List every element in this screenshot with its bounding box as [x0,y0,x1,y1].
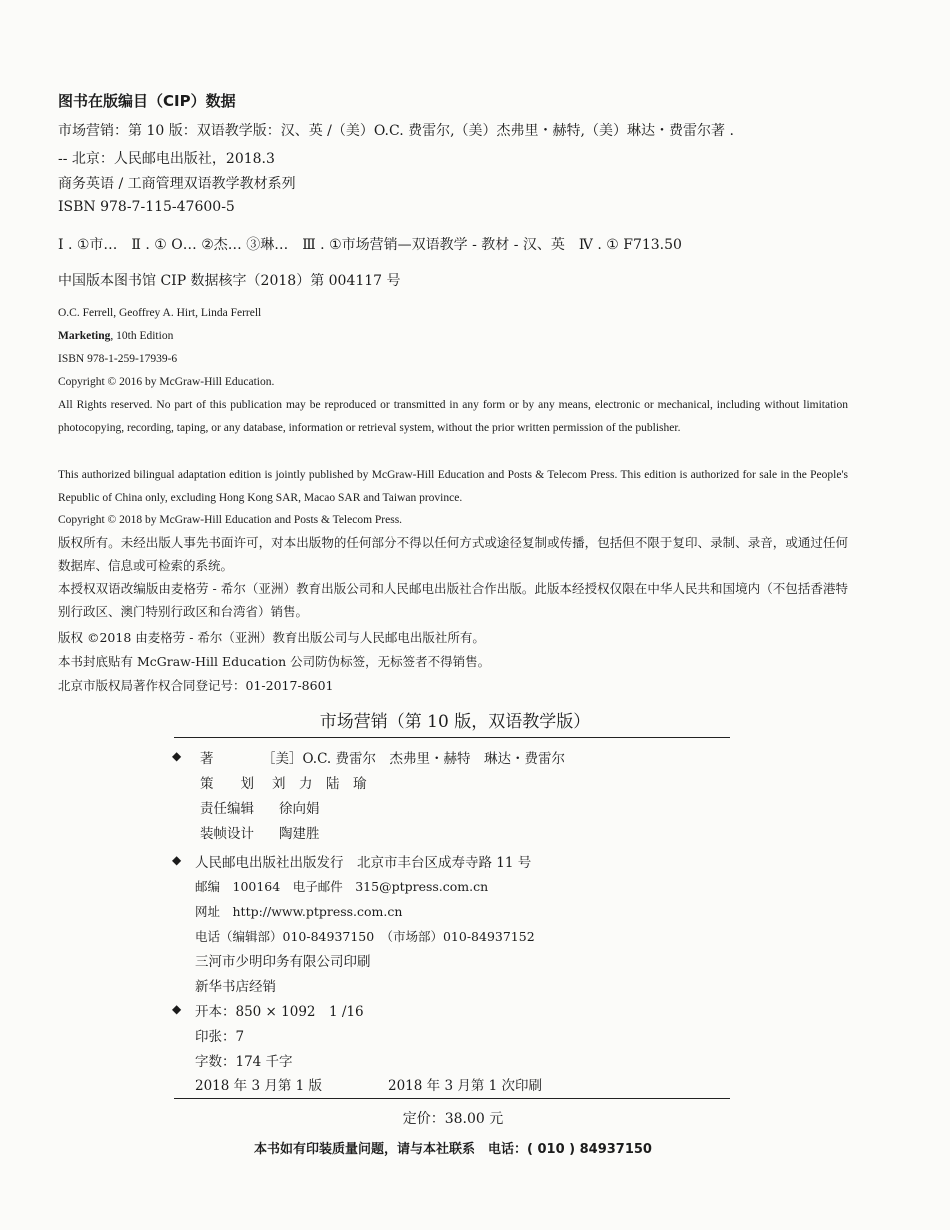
cip-line-series: 商务英语 / 工商管理双语教学教材系列 [58,176,296,192]
distributor: 新华书店经销 [195,979,276,995]
bullet-icon: ◆ [172,1002,182,1016]
cip-line-publisher: -- 北京：人民邮电出版社，2018.3 [58,151,275,167]
author-names: ［美］O.C. 费雷尔 杰弗里・赫特 琳达・费雷尔 [262,751,565,767]
cip-line-title: 市场营销：第 10 版：双语教学版：汉、英 /（美）O.C. 费雷尔,（美）杰弗里・赫特,（美）琳达・费雷尔著 . [58,123,734,139]
book-format: 开本：850 × 1092 1 /16 [195,1004,364,1020]
book-title: 市场营销（第 10 版，双语教学版） [319,712,591,732]
original-authors: O.C. Ferrell, Geoffrey A. Hirt, Linda Ferrell [58,307,262,319]
editor-name: 徐向娟 [279,801,320,817]
cip-heading: 图书在版编目（CIP）数据 [58,92,236,110]
publisher-postcode-email: 邮编 100164 电子邮件 315@ptpress.com.cn [195,879,489,894]
bottom-rule [174,1098,730,1099]
bullet-icon: ◆ [172,853,182,867]
title-rule [174,737,730,738]
english-authorization-paragraph: This authorized bilingual adaptation edition is jointly published by McGraw-Hill Education and Posts & Telecom Press. This edition is authorized for sale in the People's Republic of China only, excluding Hong Kong SAR, Macao SAR and Taiwan province. [58,469,848,504]
original-title-bold: Marketing [58,330,111,342]
author-label: 著 [200,751,214,767]
editor-label: 责任编辑 [200,801,254,817]
printing-date: 2018 年 3 月第 1 次印刷 [388,1078,542,1094]
anti-counterfeit-note: 本书封底贴有 McGraw-Hill Education 公司防伪标签，无标签者不得销售。 [58,654,491,669]
original-edition: , 10th Edition [110,330,174,342]
original-isbn: ISBN 978-1-259-17939-6 [58,353,178,365]
price: 定价：38.00 元 [402,1111,504,1127]
bullet-icon: ◆ [172,749,182,763]
edition-date: 2018 年 3 月第 1 版 [195,1078,322,1094]
original-title [58,330,173,342]
planner-label: 策 划 [200,776,254,792]
english-rights-paragraph: All Rights reserved. No part of this publication may be reproduced or transmitted in any form or by any means, electronic or mechanical, including without limitation photocopying, recording, taping, or any database, information or retrieval system, without the prior written permission of the publisher. [58,399,848,434]
english-copyright-2018: Copyright © 2018 by McGraw-Hill Education and Posts & Telecom Press. [58,514,403,526]
publisher-website: 网址 http://www.ptpress.com.cn [195,904,403,919]
publisher-phone: 电话（编辑部）010-84937150 （市场部）010-84937152 [195,929,535,944]
designer-label: 装帧设计 [200,826,254,842]
publisher-address: 人民邮电出版社出版发行 北京市丰台区成寿寺路 11 号 [195,855,532,871]
copyright-contract-number: 北京市版权局著作权合同登记号：01-2017-8601 [58,678,334,693]
planner-names: 刘 力 陆 瑜 [272,776,367,792]
word-count: 字数：174 千字 [195,1054,293,1070]
cip-line-isbn: ISBN 978-7-115-47600-5 [58,199,235,215]
printed-sheets: 印张：7 [195,1029,245,1045]
original-copyright: Copyright © 2016 by McGraw-Hill Education. [58,376,275,388]
quality-contact-footer: 本书如有印装质量问题，请与本社联系 电话：( 010 ) 84937150 [254,1142,652,1157]
chinese-authorization-paragraph: 本授权双语改编版由麦格劳 - 希尔（亚洲）教育出版公司和人民邮电出版社合作出版。此版本经授权仅限在中华人民共和国境内（不包括香港特别行政区、澳门特别行政区和台湾省）销售。 [58,581,848,619]
cip-line-record: 中国版本图书馆 CIP 数据核字（2018）第 004117 号 [58,273,401,289]
chinese-copyright: 版权 ©2018 由麦格劳 - 希尔（亚洲）教育出版公司与人民邮电出版社所有。 [58,630,485,645]
printer: 三河市少明印务有限公司印刷 [195,954,371,970]
designer-name: 陶建胜 [279,826,320,842]
cip-line-classification: Ⅰ . ①市… Ⅱ . ① O… ②杰… ③琳… Ⅲ . ①市场营销—双语教学 - 教材 - 汉、英 Ⅳ . ① F713.50 [58,237,682,253]
chinese-rights-paragraph: 版权所有。未经出版人事先书面许可，对本出版物的任何部分不得以任何方式或途径复制或传播，包括但不限于复印、录制、录音，或通过任何数据库、信息或可检索的系统。 [58,535,848,573]
